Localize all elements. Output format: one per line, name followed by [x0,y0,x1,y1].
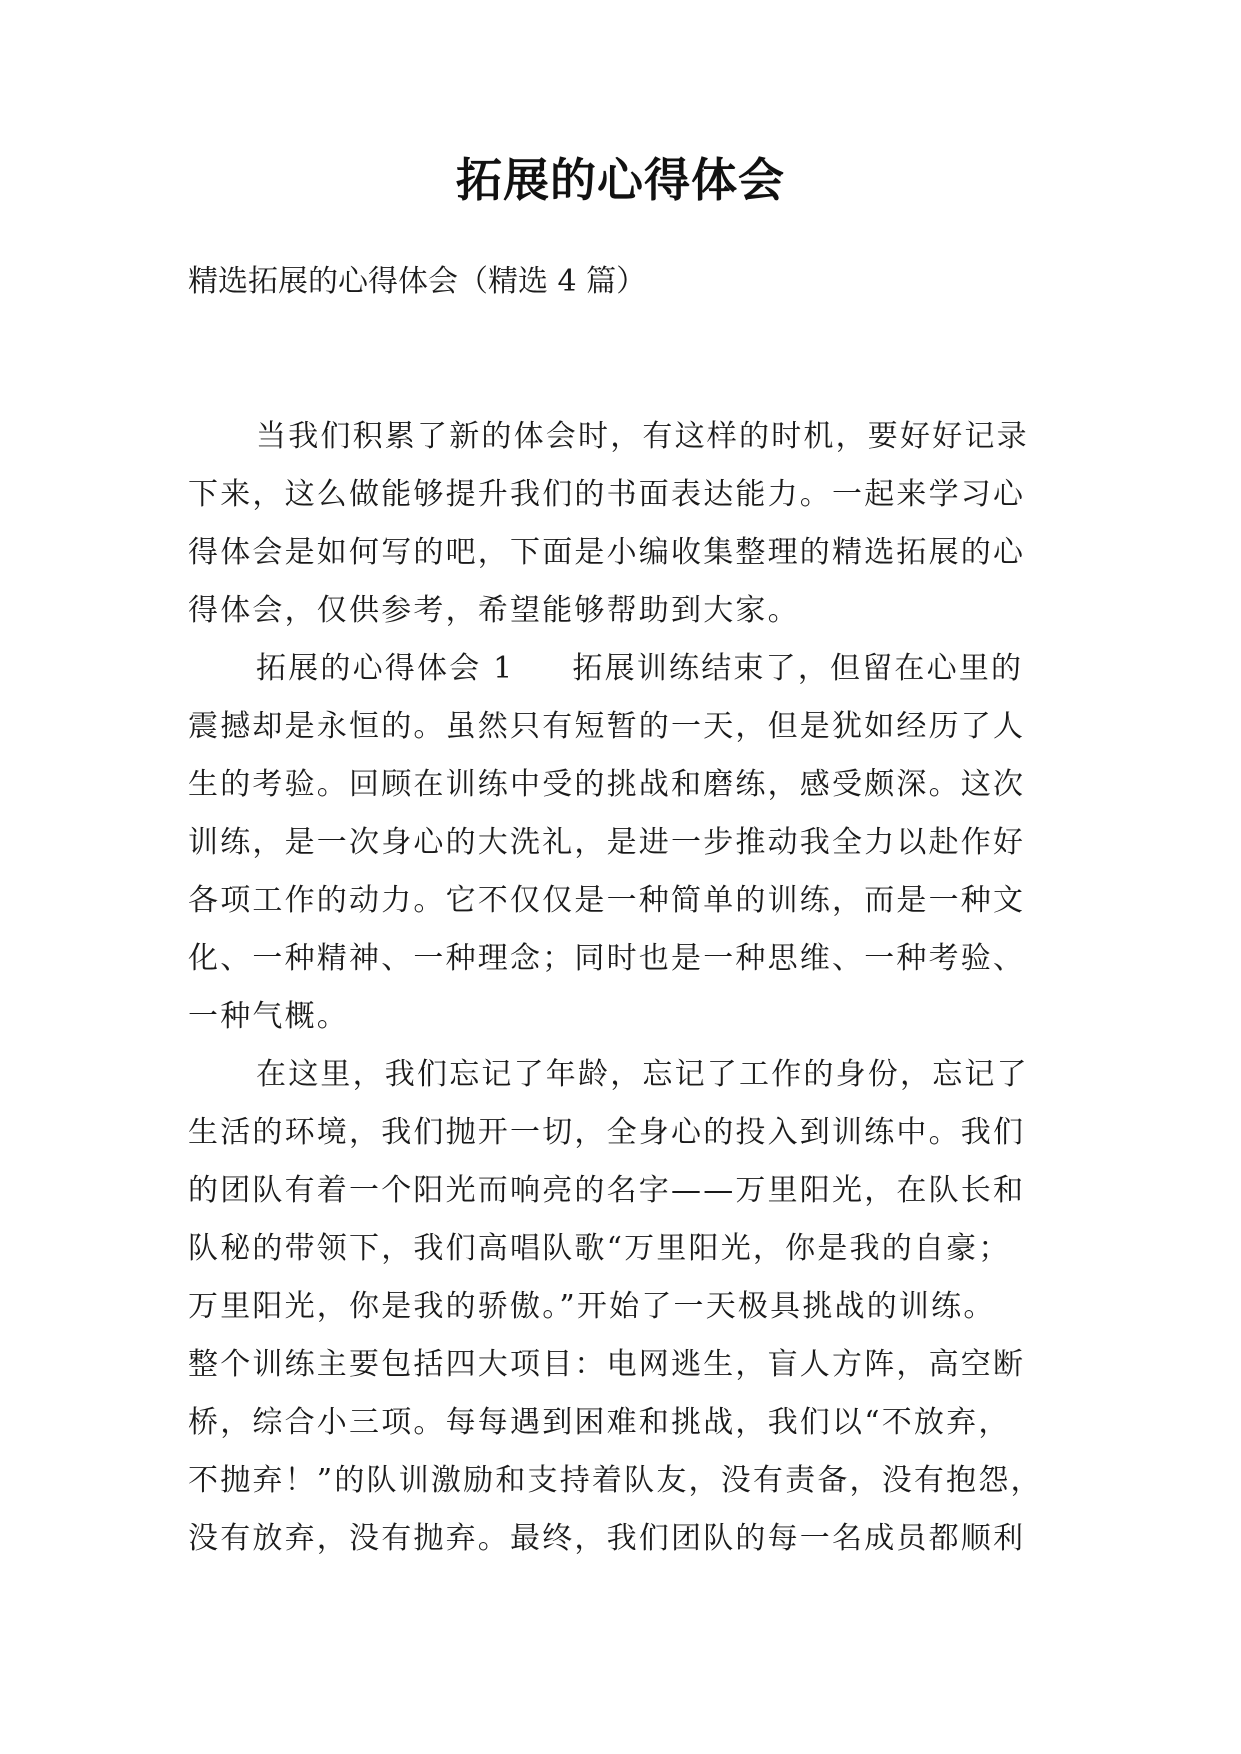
text-line: 不抛弃！”的队训激励和支持着队友，没有责备，没有抱怨， [188,1463,1043,1498]
paragraph-intro [188,408,1068,640]
text-line: 万里阳光，你是我的骄傲。”开始了一天极具挑战的训练。 [188,1289,996,1324]
text-line: 生的考验。回顾在训练中受的挑战和磨练，感受颇深。这次 [188,767,1026,802]
text-line: 训练，是一次身心的大洗礼，是进一步推动我全力以赴作好 [188,825,1026,860]
document-title: 拓展的心得体会 [456,153,785,207]
text-line: 各项工作的动力。它不仅仅是一种简单的训练，而是一种文 [188,883,1026,918]
text-line: 桥，综合小三项。每每遇到困难和挑战，我们以“不放弃， [188,1405,1011,1440]
document-body [188,408,1068,1568]
text-line: 在这里，我们忘记了年龄，忘记了工作的身份，忘记了 [256,1057,1029,1092]
text-line: 没有放弃，没有抛弃。最终，我们团队的每一名成员都顺利 [188,1521,1026,1556]
text-line: 当我们积累了新的体会时，有这样的时机，要好好记录 [256,419,1029,454]
section-heading: 拓展的心得体会 1 [256,651,515,686]
document-subtitle: 精选拓展的心得体会（精选 4 篇） [188,264,647,299]
text-line: 整个训练主要包括四大项目：电网逃生，盲人方阵，高空断 [188,1347,1026,1382]
text-line: 得体会是如何写的吧，下面是小编收集整理的精选拓展的心 [188,535,1026,570]
text-line [188,640,1068,698]
text-line: 得体会，仅供参考，希望能够帮助到大家。 [188,593,800,628]
text-line: 队秘的带领下，我们高唱队歌“万里阳光，你是我的自豪； [188,1231,1011,1266]
text-line: 的团队有着一个阳光而响亮的名字——万里阳光，在队长和 [188,1173,1026,1208]
text-line: 下来，这么做能够提升我们的书面表达能力。一起来学习心 [188,477,1026,512]
section-first-line: 拓展训练结束了，但留在心里的 [572,651,1024,686]
text-line: 化、一种精神、一种理念；同时也是一种思维、一种考验、 [188,941,1026,976]
paragraph-section-1 [188,640,1068,1046]
text-line: 一种气概。 [188,999,349,1034]
text-line: 震撼却是永恒的。虽然只有短暂的一天，但是犹如经历了人 [188,709,1026,744]
paragraph-training [188,1046,1068,1568]
text-line: 生活的环境，我们抛开一切，全身心的投入到训练中。我们 [188,1115,1026,1150]
